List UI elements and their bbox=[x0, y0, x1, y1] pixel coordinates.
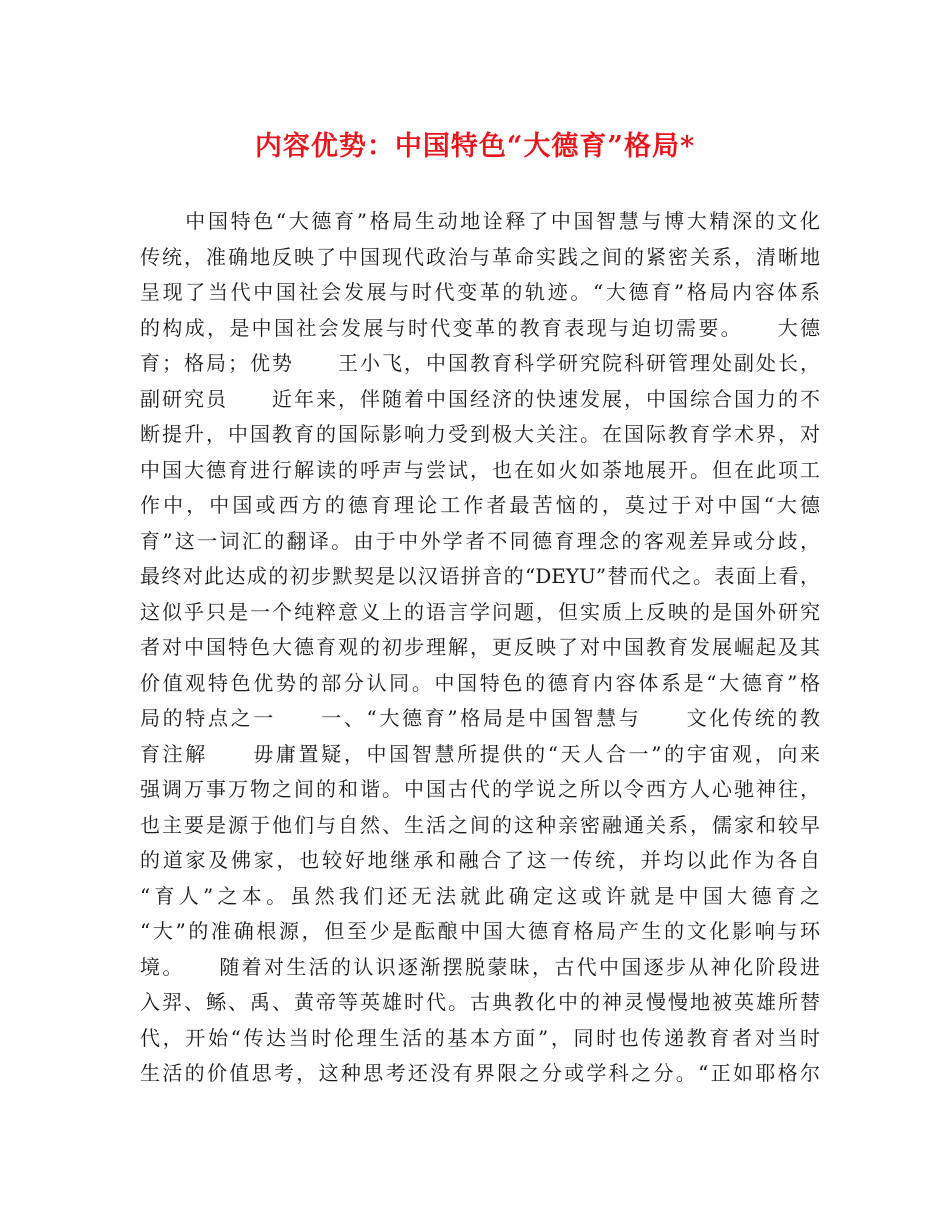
body-line: “育人”之本。虽然我们还无法就此确定这或许就是中国大德育之 bbox=[140, 883, 820, 908]
body-line: 中国特色“大德育”格局生动地诠释了中国智慧与博大精深的文化 bbox=[140, 209, 820, 233]
body-line: 的构成，是中国社会发展与时代变革的教育表现与迫切需要。 大德 bbox=[140, 315, 820, 340]
body-line: 中国大德育进行解读的呼声与尝试，也在如火如荼地展开。但在此项工 bbox=[140, 457, 820, 482]
document-body bbox=[140, 204, 820, 1092]
body-line: 生活的价值思考，这种思考还没有界限之分或学科之分。“正如耶格尔 bbox=[140, 1061, 820, 1085]
body-line: 境。 随着对生活的认识逐渐摆脱蒙昧，古代中国逐步从神化阶段进 bbox=[140, 954, 820, 979]
body-line: 传统，准确地反映了中国现代政治与革命实践之间的紧密关系，清晰地 bbox=[140, 244, 820, 269]
body-line: 者对中国特色大德育观的初步理解，更反映了对中国教育发展崛起及其 bbox=[140, 635, 820, 659]
document-title: 内容优势：中国特色“大德育”格局* bbox=[254, 131, 696, 162]
body-line: 育；格局；优势 王小飞，中国教育科学研究院科研管理处副处长， bbox=[140, 351, 820, 375]
body-line: 入羿、鲧、禹、黄帝等英雄时代。古典教化中的神灵慢慢地被英雄所替 bbox=[140, 990, 820, 1014]
body-line: 价值观特色优势的部分认同。中国特色的德育内容体系是“大德育”格 bbox=[140, 670, 820, 695]
body-line: 局的特点之一 一、“大德育”格局是中国智慧与 文化传统的教 bbox=[140, 706, 820, 730]
body-line: 育”这一词汇的翻译。由于中外学者不同德育理念的客观差异或分歧， bbox=[140, 528, 820, 553]
body-line: 的道家及佛家，也较好地继承和融合了这一传统，并均以此作为各自 bbox=[140, 848, 820, 872]
body-line: 作中，中国或西方的德育理论工作者最苦恼的，莫过于对中国“大德 bbox=[140, 493, 820, 517]
body-line: 也主要是源于他们与自然、生活之间的这种亲密融通关系，儒家和较早 bbox=[140, 812, 820, 837]
body-line: 代，开始“传达当时伦理生活的基本方面”，同时也传递教育者对当时 bbox=[140, 1025, 820, 1050]
body-line: 强调万事万物之间的和谐。中国古代的学说之所以令西方人心驰神往， bbox=[140, 777, 820, 801]
body-line: 最终对此达成的初步默契是以汉语拼音的“DEYU”替而代之。表面上看， bbox=[140, 564, 820, 588]
body-line: 育注解 毋庸置疑，中国智慧所提供的“天人合一”的宇宙观，向来 bbox=[140, 741, 820, 766]
body-line: 这似乎只是一个纯粹意义上的语言学问题，但实质上反映的是国外研究 bbox=[140, 599, 820, 624]
body-line: 断提升，中国教育的国际影响力受到极大关注。在国际教育学术界，对 bbox=[140, 422, 820, 446]
body-line: 副研究员 近年来，伴随着中国经济的快速发展，中国综合国力的不 bbox=[140, 386, 820, 411]
body-line: “大”的准确根源，但至少是酝酿中国大德育格局产生的文化影响与环 bbox=[140, 919, 820, 943]
body-line: 呈现了当代中国社会发展与时代变革的轨迹。“大德育”格局内容体系 bbox=[140, 280, 820, 304]
